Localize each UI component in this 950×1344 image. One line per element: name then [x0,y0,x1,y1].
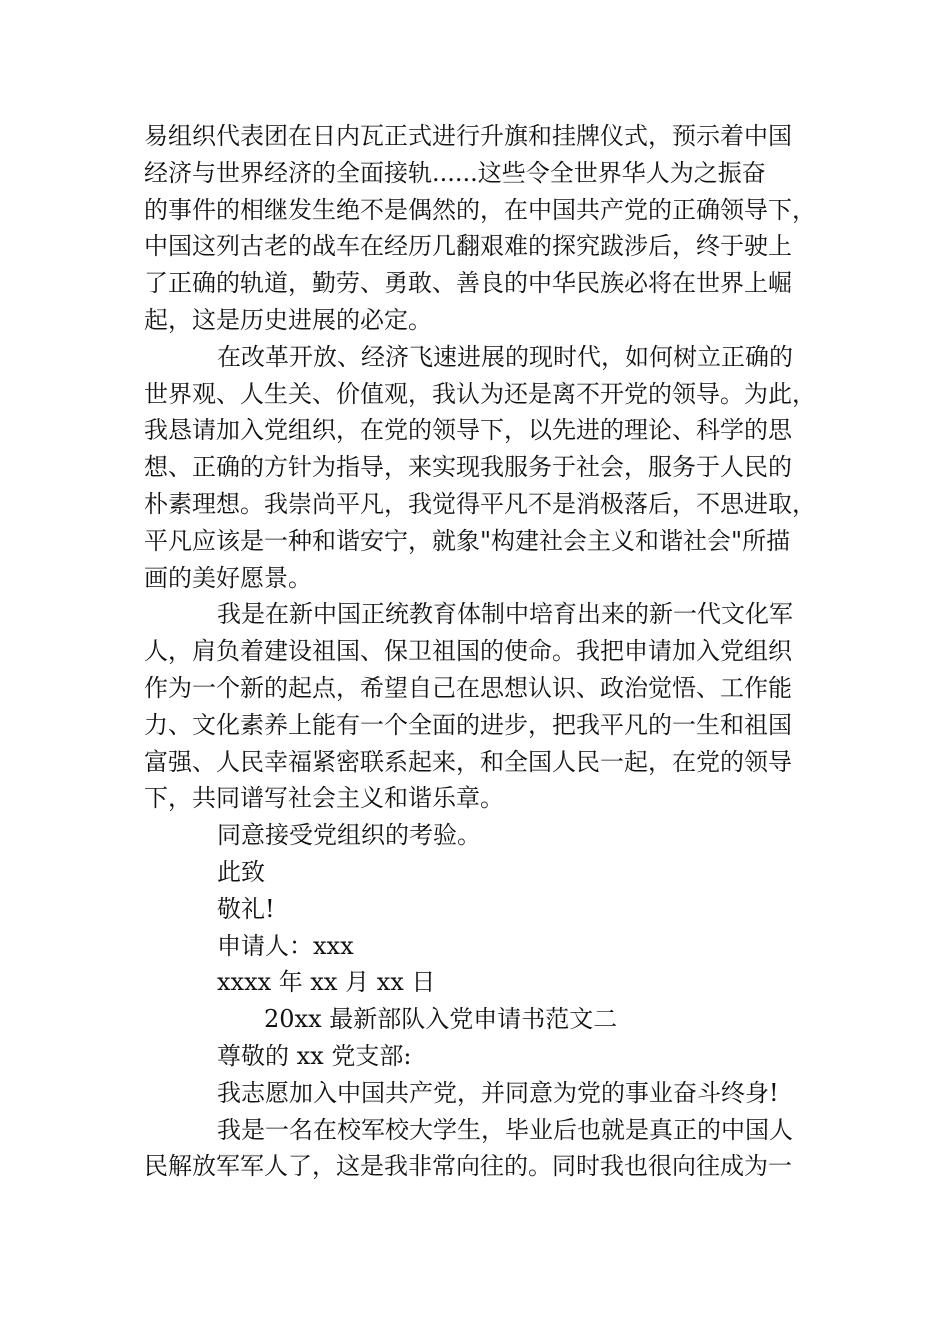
regards-line: 敬礼! [217,894,275,923]
salutation-line: 此致 [217,857,265,886]
applicant-line: 申请人：xxx [217,931,354,960]
text-line: 我恳请加入党组织，在党的领导下，以先进的理论、科学的思 [144,416,792,445]
text-line: 世界观、人生关、价值观，我认为还是离不开党的领导。为此， [144,379,816,408]
text-line: 在改革开放、经济飞速进展的现时代，如何树立正确的 [217,342,793,371]
text-line: 想、正确的方针为指导，来实现我服务于社会，服务于人民的 [144,453,792,482]
text-line: 作为一个新的起点，希望自己在思想认识、政治觉悟、工作能 [144,673,792,702]
document-body [144,118,816,1185]
text-line: 易组织代表团在日内瓦正式进行升旗和挂牌仪式，预示着中国 [144,122,792,150]
text-line: 中国这列古老的战车在经历几翻艰难的探究跋涉后，终于驶上 [144,232,792,261]
second-letter-title: 20xx 最新部队入党申请书范文二 [264,1005,618,1034]
paragraph-3 [144,596,804,817]
text-line: 我是一名在校军校大学生，毕业后也就是真正的中国人 [217,1115,793,1144]
second-letter [144,1001,804,1185]
text-line: 民解放军军人了，这是我非常向往的。同时我也很向往成为一 [144,1152,792,1181]
text-line: 我是在新中国正统教育体制中培育出来的新一代文化军 [217,600,793,629]
text-line: 起，这是历史进展的必定。 [144,305,432,334]
addressee-line: 尊敬的 xx 党支部: [217,1041,412,1070]
text-line: 人，肩负着建设祖国、保卫祖国的使命。我把申请加入党组织 [144,637,792,666]
text-line: 画的美好愿景。 [144,563,312,592]
opening-line: 我志愿加入中国共产党，并同意为党的事业奋斗终身! [217,1078,779,1107]
paragraph-1 [144,118,816,339]
text-line: 朴素理想。我崇尚平凡，我觉得平凡不是消极落后，不思进取， [144,489,816,518]
text-line: 富强、人民幸福紧密联系起来，和全国人民一起，在党的领导 [144,747,792,776]
accept-line: 同意接受党组织的考验。 [217,821,481,850]
paragraph-2 [144,339,816,597]
text-line: 下，共同谱写社会主义和谐乐章。 [144,784,504,813]
date-line: xxxx 年 xx 月 xx 日 [217,968,436,997]
text-line: 平凡应该是一种和谐安宁，就象"构建社会主义和谐社会"所描 [144,526,791,555]
text-line: 的事件的相继发生绝不是偶然的，在中国共产党的正确领导下， [144,195,816,224]
closing-section [144,817,804,1001]
text-line: 了正确的轨道，勤劳、勇敢、善良的中华民族必将在世界上崛 [144,269,792,298]
text-line: 力、文化素养上能有一个全面的进步，把我平凡的一生和祖国 [144,710,792,739]
text-line: 经济与世界经济的全面接轨......这些令全世界华人为之振奋 [144,158,766,187]
